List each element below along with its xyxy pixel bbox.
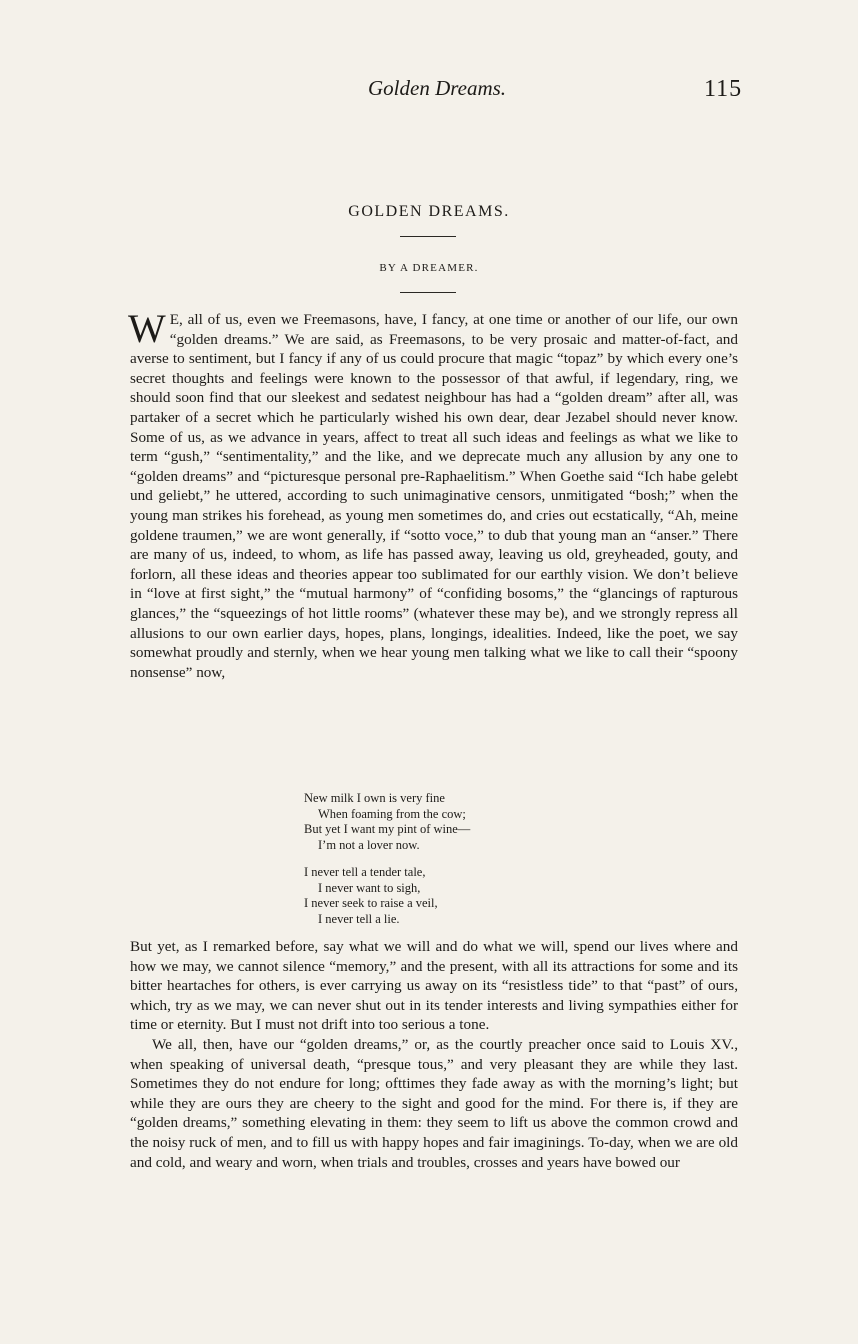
drop-cap: W: [128, 306, 166, 351]
poem: [304, 791, 470, 939]
article-title: GOLDEN DREAMS.: [348, 203, 510, 220]
paragraph-1: [128, 306, 738, 682]
running-title: Golden Dreams.: [368, 76, 507, 100]
poem-line: I never seek to raise a veil,: [304, 896, 438, 910]
title-divider: [400, 236, 456, 237]
poem-line: I’m not a lover now.: [318, 837, 420, 852]
poem-line: New milk I own is very fine: [304, 791, 445, 805]
body-text-continued: [130, 937, 738, 1172]
page-number: 115: [704, 76, 743, 102]
poem-line: I never tell a tender tale,: [304, 865, 426, 879]
poem-line: But yet I want my pint of wine—: [304, 822, 471, 836]
byline: BY A DREAMER.: [379, 262, 479, 274]
poem-line: I never tell a lie.: [318, 911, 400, 926]
paragraph-2: But yet, as I remarked before, say what we will and do what we will, spend our lives where and how we may, we cannot silence “memory,” and the present, with all its attractions for some and its bitter heartaches for others, is ever carrying us away on its “resistless tide” to that “past” of ours, which, try as we may, we can never shut out in its tender interests and living sympathies either for time or eternity. But I must not drift into too serious a tone.: [130, 938, 738, 1034]
poem-stanza-1: [304, 791, 470, 853]
paragraph-1-text: E, all of us, even we Freemasons, have, I fancy, at one time or another of our life, our own “golden dreams.” We are said, as Freemasons, to be very prosaic and matter-of-fact, and averse to sentiment, but I fancy if any of us could procure that magic “topaz” by which every one’s secret thoughts and feelings were known to the possessor of that awful, if legendary, ring, we should soon find that our sleekest and sedatest neighbour has had a “golden dream” after all, was partaker of a secret which he particularly wished his own dear, dear Jezabel should never know. Some of us, as we advance in years, affect to treat all such ideas and feelings as what we like to term “gush,” “sentimentality,” and the like, and we deprecate much any allusion by any one to “golden dreams” and “picturesque personal pre-Raphaelitism.” When Goethe said “Ich habe gelebt und geliebt,” he uttered, according to such unimaginative censors, unmitigated “bosh;” when the young man strikes his forehead, as young men sometimes do, and cries out ecstatically, “Ah, meine goldene traumen,” we are wont generally, if “sotto voce,” to dub that young man an “anser.” There are many of us, indeed, to whom, as life has passed away, leaving us old, greyheaded, gouty, and forlorn, all these ideas and theories appear too sublimated for our earthly vision. We don’t believe in “love at first sight,” the “mutual harmony” of “confiding bosoms,” the “glancings of rapturous glances,” the “squeezings of hot little rooms” (whatever these may be), and we strongly repress all allusions to our own earlier days, hopes, plans, longings, idealities. Indeed, like the poet, we say somewhat proudly and sternly, when we hear young men talking what we like to call their “spoony nonsense” now,: [130, 311, 738, 681]
poem-stanza-2: [304, 865, 470, 927]
byline-divider: [400, 292, 456, 293]
paragraph-3: We all, then, have our “golden dreams,” or, as the courtly preacher once said to Louis XV., when speaking of universal death, “presque tous,” and very pleasant they are while they last. Sometimes they do not endure for long; ofttimes they fade away as with the morning’s light; but while they are ours they are cheery to the sight and good for the mind. For there is, if they are “golden dreams,” something elevating in them: they seem to lift us above the common crowd and the noisy ruck of men, and to fill us with happy hopes and fair imaginings. To-day, when we are old and cold, and weary and worn, when trials and troubles, crosses and years have bowed our: [130, 1035, 738, 1171]
poem-line: I never want to sigh,: [318, 880, 421, 895]
poem-line: When foaming from the cow;: [318, 806, 466, 821]
body-text-opening: [128, 306, 738, 682]
